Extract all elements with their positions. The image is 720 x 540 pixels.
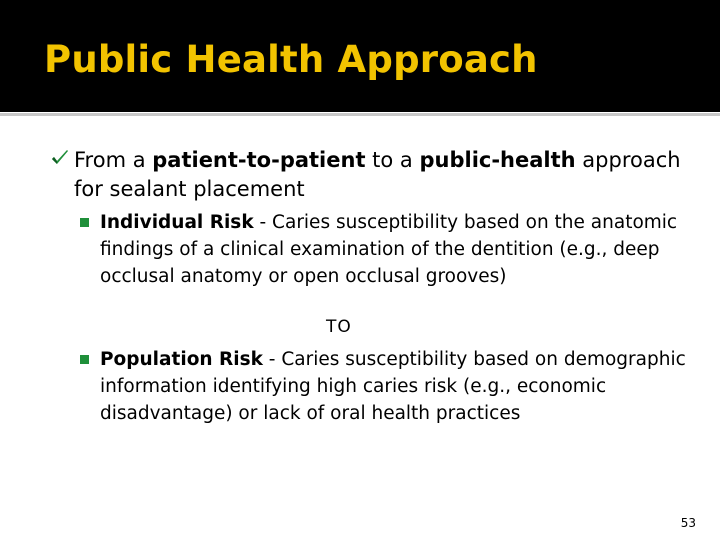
- connector-text: TO: [326, 317, 352, 337]
- sub-point-individual-risk: [100, 209, 690, 290]
- square-bullet-icon: [80, 218, 89, 227]
- checkmark-diamond-icon: [50, 148, 70, 170]
- main-point-text-3: approach for sealant placement: [74, 148, 681, 201]
- sub-point-text: - Caries susceptibility based on the anatomic findings of a clinical examination of the dentition (e.g., deep occlusal anatomy or open occlusal grooves): [100, 212, 678, 287]
- sub-point-text: - Caries susceptibility based on demographic information identifying high caries risk (e.g., economic disadvantage) or lack of oral health practices: [100, 349, 686, 424]
- sub-point-label: Population Risk: [100, 349, 263, 370]
- main-point-bold-1: patient-to-patient: [152, 148, 366, 172]
- sub-point-population-risk: [100, 346, 690, 427]
- square-bullet-icon: [80, 355, 89, 364]
- main-point-text-1: From a: [74, 148, 153, 172]
- main-bullet-point: [74, 146, 694, 204]
- page-number: 53: [680, 516, 696, 530]
- sub-point-label: Individual Risk: [100, 212, 254, 233]
- slide-title: Public Health Approach: [44, 38, 538, 81]
- main-point-text-2: to a: [365, 148, 420, 172]
- main-point-bold-2: public-health: [419, 148, 576, 172]
